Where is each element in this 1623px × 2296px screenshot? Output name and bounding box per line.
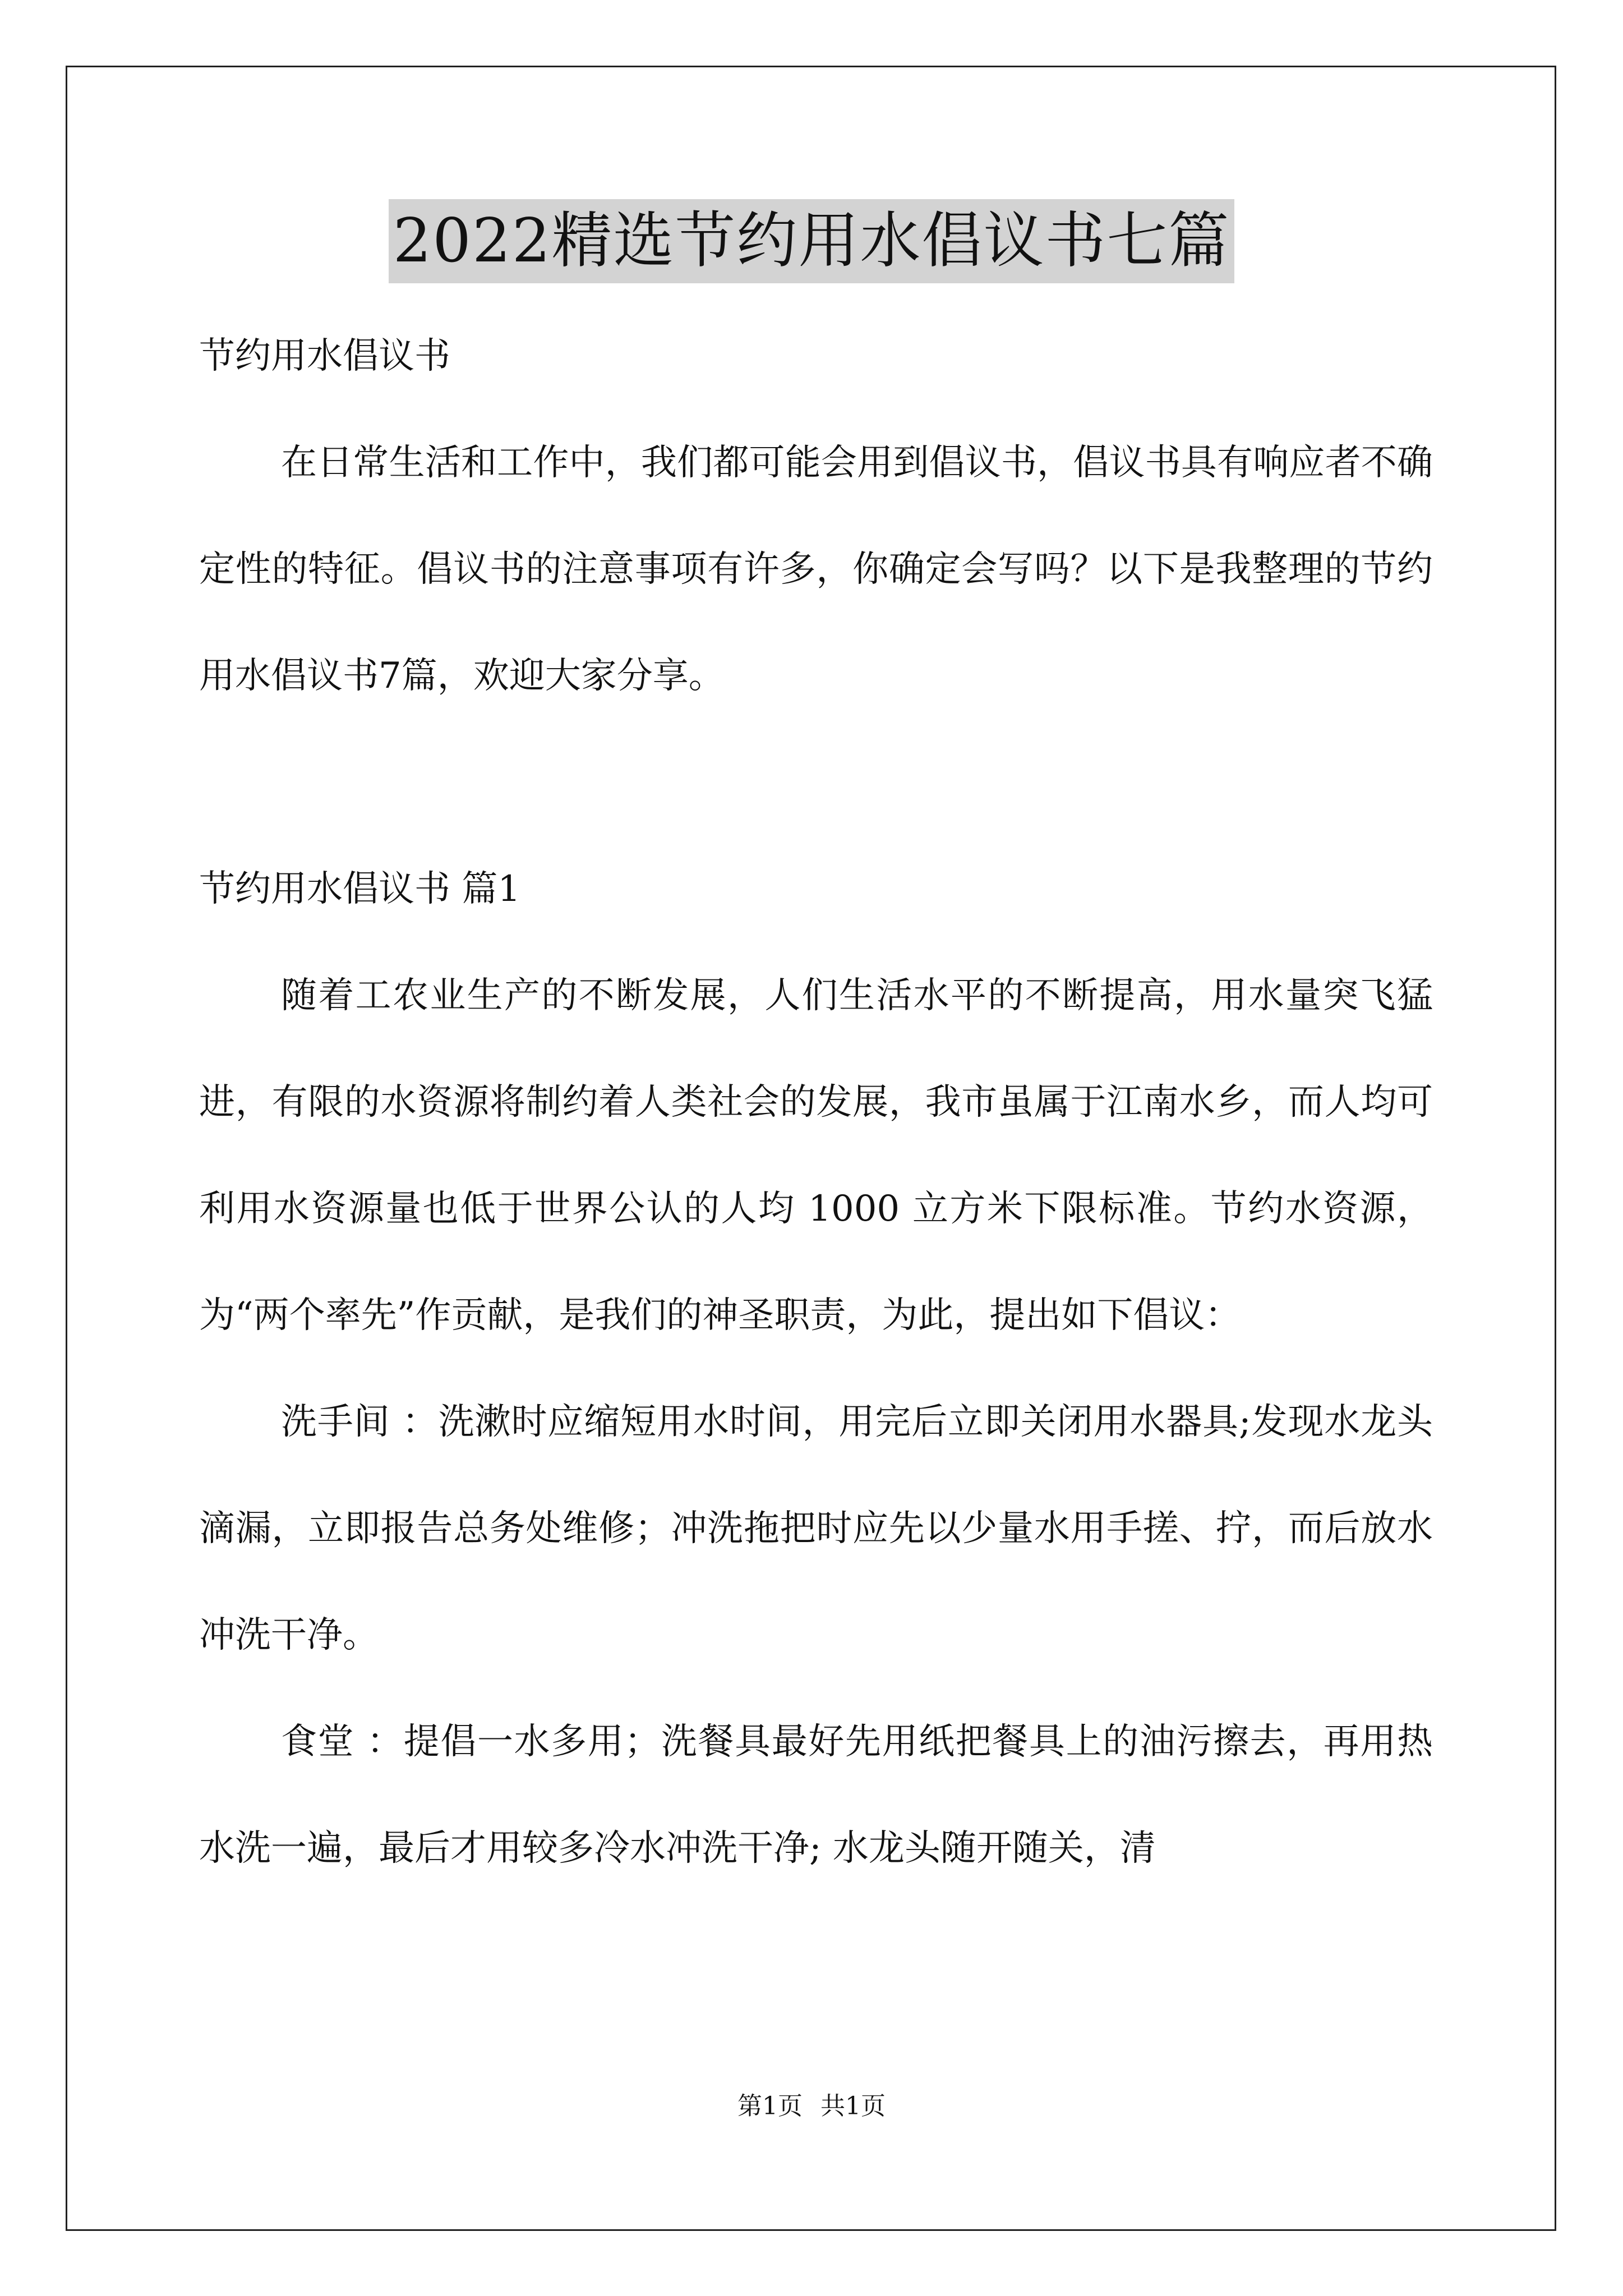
title-container xyxy=(0,199,1623,283)
page-footer xyxy=(0,2090,1623,2123)
section-1-heading: 节约用水倡议书 篇1 xyxy=(199,868,521,910)
document-title: 2022精选节约用水倡议书七篇 xyxy=(389,199,1235,283)
intro-paragraph: 在日常生活和工作中，我们都可能会用到倡议书，倡议书具有响应者不确定性的特征。倡议书的注意事项有许多，你确定会写吗？以下是我整理的节约用水倡议书7篇，欢迎大家分享。 xyxy=(199,442,1433,697)
intro-heading: 节约用水倡议书 xyxy=(199,335,450,377)
page-number: 第1页 xyxy=(737,2092,803,2120)
page-total: 共1页 xyxy=(820,2092,886,2120)
section-spacer xyxy=(199,729,1433,836)
document-body xyxy=(199,303,1433,1902)
section-1-paragraph-2: 洗手间 ：洗漱时应缩短用水时间，用完后立即关闭用水器具;发现水龙头滴漏，立即报告总务处维修；冲洗拖把时应先以少量水用手搓、拧，而后放水冲洗干净。 xyxy=(199,1401,1433,1656)
section-1-paragraph-1: 随着工农业生产的不断发展，人们生活水平的不断提高，用水量突飞猛进，有限的水资源将制约着人类社会的发展，我市虽属于江南水乡，而人均可利用水资源量也低于世界公认的人均 1000 立方米下限标准。节约水资源，为“两个率先”作贡献，是我们的神圣职责，为此，提出如下倡议： xyxy=(199,975,1433,1336)
section-1-paragraph-3: 食堂 ：提倡一水多用；洗餐具最好先用纸把餐具上的油污擦去，再用热水洗一遍，最后才用较多冷水冲洗干净; 水龙头随开随关，清 xyxy=(199,1721,1433,1869)
